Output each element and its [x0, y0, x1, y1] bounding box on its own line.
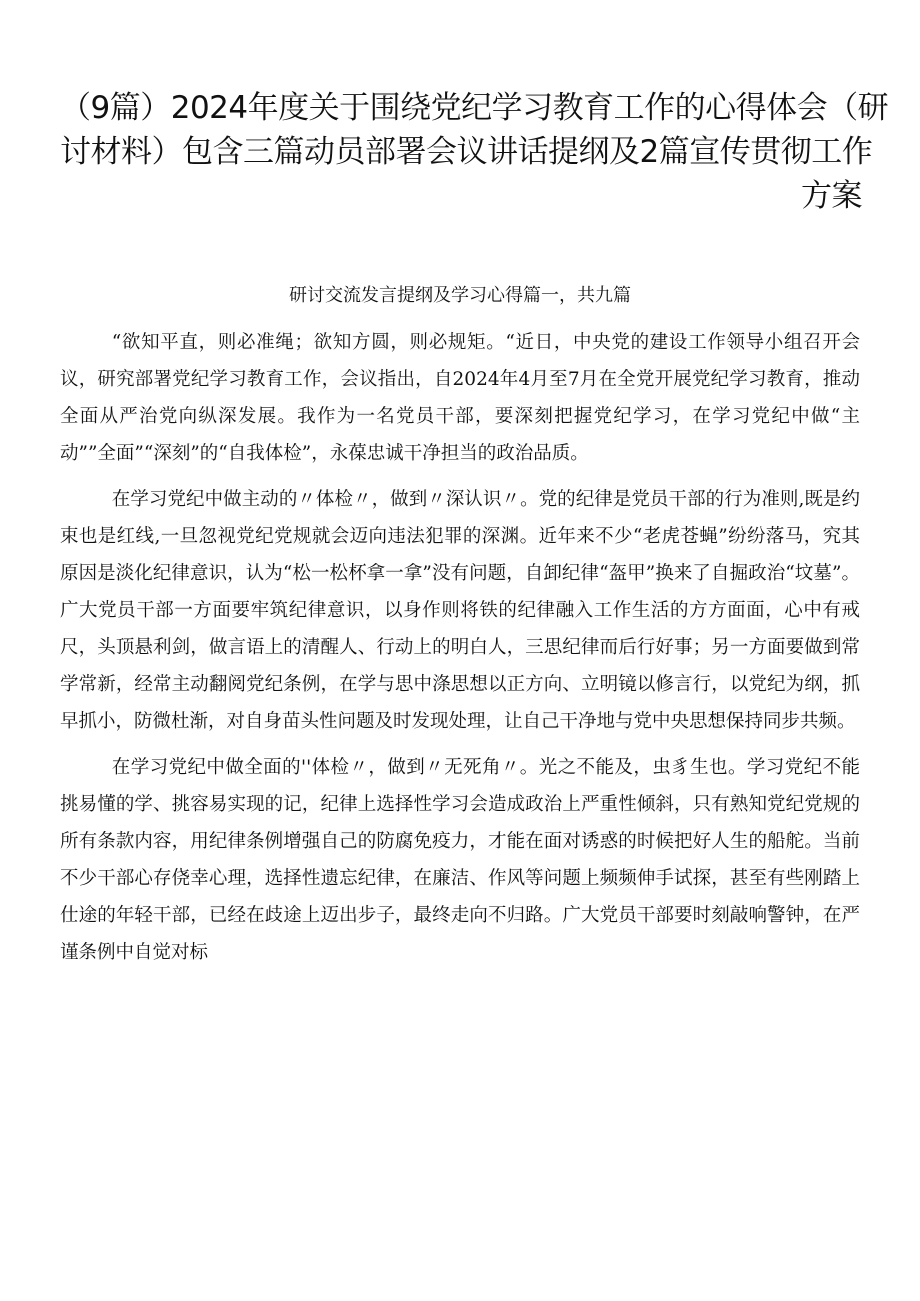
- document-body: [60, 324, 860, 980]
- paragraph-1: “欲知平直，则必准绳；欲知方圆，则必规矩。“近日，中央党的建设工作领导小组召开会议，研究部署党纪学习教育工作，会议指出，自2024年4月至7月在全党开展党纪学习教育，推动全面从严治党向纵深发展。我作为一名党员干部，要深刻把握党纪学习，在学习党纪中做“主动””全面”“深刻”的“自我体检”，永葆忠诚干净担当的政治品质。: [60, 332, 860, 464]
- section-subtitle: 研讨交流发言提纲及学习心得篇一，共九篇: [289, 285, 631, 306]
- title-line-2: 讨材料）包含三篇动员部署会议讲话提纲及2篇宣传贯彻工作: [60, 134, 873, 170]
- paragraph-2: 在学习党纪中做主动的〃体检〃，做到〃深认识〃。党的纪律是党员干部的行为准则,既是约束也是红线,一旦忽视党纪党规就会迈向违法犯罪的深渊。近年来不少“老虎苍蝇”纷纷落马，究其原因是淡化纪律意识，认为“松一松杯拿一拿”没有问题，自卸纪律“盔甲”换来了自掘政治“坟墓”。广大党员干部一方面要牢筑纪律意识，以身作则将铁的纪律融入工作生活的方方面面，心中有戒尺，头顶悬利剑，做言语上的清醒人、行动上的明白人，三思纪律而后行好事；另一方面要做到常学常新，经常主动翻阅党纪条例，在学与思中涤思想以正方向、立明镜以修言行，以党纪为纲，抓早抓小，防微杜渐，对自身苗头性问题及时发现处理，让自己干净地与党中央思想保持同步共频。: [60, 489, 860, 732]
- paragraph-3: 在学习党纪中做全面的''体检〃，做到〃无死角〃。光之不能及，虫豸生也。学习党纪不能挑易懂的学、挑容易实现的记，纪律上选择性学习会造成政治上严重性倾斜，只有熟知党纪党规的所有条款内容，用纪律条例增强自己的防腐免疫力，才能在面对诱惑的时候把好人生的船舵。当前不少干部心存侥幸心理，选择性遗忘纪律，在廉洁、作风等问题上频频伸手试探，甚至有些刚踏上仕途的年轻干部，已经在歧途上迈出步子，最终走向不归路。广大党员干部要时刻敲响警钟，在严谨条例中自觉对标: [60, 757, 860, 963]
- title-line-1: （9篇）2024年度关于围绕党纪学习教育工作的心得体会（研: [60, 90, 889, 126]
- document-title: [60, 86, 889, 218]
- title-line-3: 方案: [801, 178, 862, 214]
